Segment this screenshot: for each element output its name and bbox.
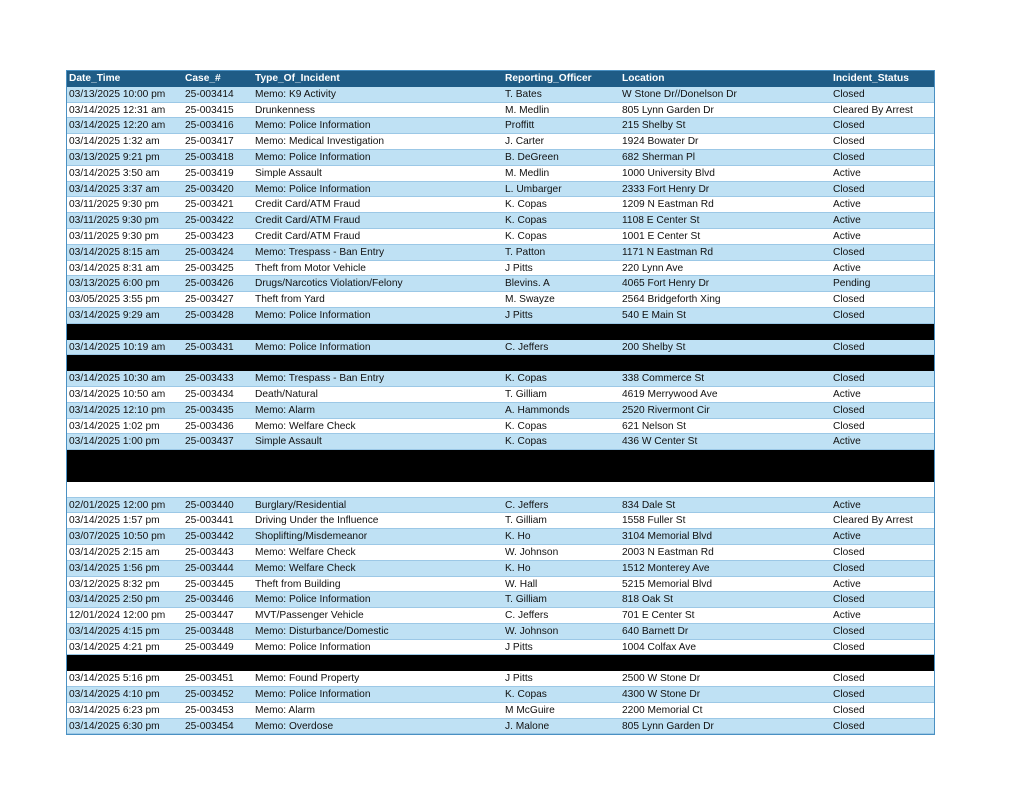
incident-type-cell: Memo: Police Information [255,594,371,606]
reporting-officer-cell: Blevins. A [505,278,550,290]
redacted-row [67,324,934,340]
incident-status-cell: Active [833,436,861,448]
location-cell: 1924 Bowater Dr [622,136,699,148]
date-time-cell: 03/14/2025 9:29 am [69,309,160,321]
case-number-cell: 25-003449 [185,641,234,653]
incident-status-cell: Closed [833,704,865,716]
reporting-officer-cell: K. Copas [505,373,547,385]
incident-type-cell: Burglary/Residential [255,499,347,511]
location-cell: 200 Shelby St [622,341,686,353]
date-time-cell: 03/14/2025 1:02 pm [69,420,160,432]
table-row [67,577,934,593]
date-time-cell: 03/13/2025 9:21 pm [69,151,160,163]
table-row [67,671,934,687]
location-cell: 215 Shelby St [622,120,686,132]
reporting-officer-cell: C. Jeffers [505,610,549,622]
redacted-row [67,355,934,371]
case-number-cell: 25-003416 [185,120,234,132]
incident-status-cell: Closed [833,120,865,132]
incident-type-cell: Theft from Motor Vehicle [255,262,366,274]
location-cell: 1558 Fuller St [622,515,686,527]
date-time-cell: 03/13/2025 6:00 pm [69,278,160,290]
table-row [67,403,934,419]
case-number-cell: 25-003435 [185,404,234,416]
incident-type-cell: Driving Under the Influence [255,515,379,527]
incident-status-cell: Active [833,610,861,622]
location-cell: 5215 Memorial Blvd [622,578,713,590]
location-cell: W Stone Dr//Donelson Dr [622,88,737,100]
incident-type-cell: Death/Natural [255,388,318,400]
incident-type-cell: Memo: Trespass - Ban Entry [255,246,385,258]
date-time-cell: 03/14/2025 4:10 pm [69,689,160,701]
date-time-cell: 03/14/2025 1:57 pm [69,515,160,527]
incident-type-cell: Memo: Welfare Check [255,562,356,574]
incident-status-cell: Active [833,262,861,274]
table-row [67,498,934,514]
reporting-officer-cell: J. Malone [505,720,550,732]
reporting-officer-cell: T. Patton [505,246,546,258]
location-cell: 701 E Center St [622,610,695,622]
table-row [67,118,934,134]
location-cell: 1001 E Center St [622,230,701,242]
table-row [67,213,934,229]
table-row [67,308,934,324]
location-cell: 640 Barnett Dr [622,625,689,637]
location-cell: 1108 E Center St [622,215,700,227]
incident-status-cell: Closed [833,246,865,258]
date-time-cell: 03/14/2025 10:30 am [69,373,166,385]
incident-status-cell: Closed [833,294,865,306]
reporting-officer-cell: M. Medlin [505,104,550,116]
date-time-cell: 03/14/2025 12:20 am [69,120,166,132]
location-cell: 2200 Memorial Ct [622,704,703,716]
date-time-cell: 03/14/2025 12:10 pm [69,404,166,416]
case-number-cell: 25-003453 [185,704,234,716]
table-row [67,87,934,103]
case-number-cell: 25-003445 [185,578,234,590]
incident-status-cell: Active [833,388,861,400]
date-time-cell: 03/11/2025 9:30 pm [69,199,159,211]
reporting-officer-cell: B. DeGreen [505,151,559,163]
reporting-officer-cell: K. Copas [505,199,547,211]
column-header-location: Location [622,73,665,84]
incident-type-cell: Memo: Welfare Check [255,546,356,558]
date-time-cell: 03/14/2025 1:00 pm [69,436,160,448]
reporting-officer-cell: K. Copas [505,230,547,242]
table-row [67,561,934,577]
location-cell: 2500 W Stone Dr [622,673,701,685]
column-header-date-time: Date_Time [69,73,121,84]
incident-status-cell: Closed [833,420,865,432]
reporting-officer-cell: A. Hammonds [505,404,570,416]
reporting-officer-cell: K. Copas [505,436,547,448]
reporting-officer-cell: K. Copas [505,215,547,227]
incident-status-cell: Closed [833,404,865,416]
column-header-case-number: Case_# [185,73,221,84]
incident-status-cell: Closed [833,183,865,195]
reporting-officer-cell: M. Swayze [505,294,555,306]
case-number-cell: 25-003434 [185,388,234,400]
incident-status-cell: Closed [833,673,865,685]
case-number-cell: 25-003422 [185,215,234,227]
date-time-cell: 03/14/2025 4:15 pm [69,625,160,637]
reporting-officer-cell: L. Umbarger [505,183,562,195]
incident-type-cell: Simple Assault [255,436,322,448]
location-cell: 4065 Fort Henry Dr [622,278,710,290]
case-number-cell: 25-003433 [185,373,234,385]
table-row [67,166,934,182]
table-row [67,276,934,292]
incident-status-cell: Active [833,578,861,590]
reporting-officer-cell: T. Gilliam [505,594,547,606]
location-cell: 834 Dale St [622,499,676,511]
date-time-cell: 03/14/2025 8:31 am [69,262,160,274]
incident-status-cell: Closed [833,720,865,732]
reporting-officer-cell: K. Copas [505,689,547,701]
incident-status-cell: Closed [833,341,865,353]
table-row [67,719,934,735]
table-row [67,245,934,261]
case-number-cell: 25-003417 [185,136,234,148]
incident-status-cell: Active [833,215,861,227]
date-time-cell: 03/14/2025 12:31 am [69,104,166,116]
date-time-cell: 03/12/2025 8:32 pm [69,578,160,590]
reporting-officer-cell: K. Ho [505,531,531,543]
case-number-cell: 25-003447 [185,610,234,622]
location-cell: 220 Lynn Ave [622,262,684,274]
location-cell: 540 E Main St [622,309,686,321]
location-cell: 805 Lynn Garden Dr [622,104,714,116]
table-row [67,640,934,656]
case-number-cell: 25-003446 [185,594,234,606]
case-number-cell: 25-003428 [185,309,234,321]
date-time-cell: 03/13/2025 10:00 pm [69,88,166,100]
table-row [67,387,934,403]
date-time-cell: 03/14/2025 10:50 am [69,388,166,400]
table-body [67,87,934,735]
table-row [67,103,934,119]
incident-type-cell: Memo: Police Information [255,341,371,353]
incident-type-cell: Memo: Medical Investigation [255,136,385,148]
date-time-cell: 03/14/2025 10:19 am [69,341,166,353]
reporting-officer-cell: J. Carter [505,136,545,148]
table-row [67,261,934,277]
incident-status-cell: Active [833,499,861,511]
incident-status-cell: Pending [833,278,871,290]
table-row [67,371,934,387]
case-number-cell: 25-003425 [185,262,234,274]
incident-type-cell: Theft from Yard [255,294,325,306]
case-number-cell: 25-003415 [185,104,234,116]
table-row [67,513,934,529]
location-cell: 4619 Merrywood Ave [622,388,718,400]
case-number-cell: 25-003443 [185,546,234,558]
case-number-cell: 25-003451 [185,673,234,685]
table-row [67,592,934,608]
date-time-cell: 03/14/2025 1:56 pm [69,562,160,574]
incident-status-cell: Active [833,531,861,543]
date-time-cell: 02/01/2025 12:00 pm [69,499,166,511]
incident-type-cell: Memo: Welfare Check [255,420,356,432]
table-row [67,608,934,624]
location-cell: 3104 Memorial Blvd [622,531,713,543]
case-number-cell: 25-003442 [185,531,234,543]
incident-type-cell: Memo: K9 Activity [255,88,336,100]
incident-type-cell: Credit Card/ATM Fraud [255,215,361,227]
table-row [67,624,934,640]
incident-status-cell: Cleared By Arrest [833,515,913,527]
table-row [67,687,934,703]
incident-status-cell: Closed [833,689,865,701]
incident-status-cell: Closed [833,373,865,385]
reporting-officer-cell: C. Jeffers [505,499,549,511]
date-time-cell: 03/14/2025 1:32 am [69,136,160,148]
incident-type-cell: Memo: Police Information [255,120,371,132]
reporting-officer-cell: J Pitts [505,309,533,321]
date-time-cell: 03/05/2025 3:55 pm [69,294,160,306]
incident-status-cell: Closed [833,88,865,100]
case-number-cell: 25-003427 [185,294,234,306]
table-row [67,197,934,213]
case-number-cell: 25-003419 [185,167,234,179]
incident-type-cell: Memo: Police Information [255,641,371,653]
table-row [67,292,934,308]
incident-type-cell: Memo: Police Information [255,309,371,321]
incident-type-cell: Credit Card/ATM Fraud [255,199,361,211]
incident-type-cell: MVT/Passenger Vehicle [255,610,364,622]
case-number-cell: 25-003448 [185,625,234,637]
reporting-officer-cell: C. Jeffers [505,341,549,353]
case-number-cell: 25-003423 [185,230,234,242]
incident-status-cell: Closed [833,151,865,163]
case-number-cell: 25-003421 [185,199,234,211]
incident-status-cell: Active [833,167,861,179]
case-number-cell: 25-003414 [185,88,234,100]
location-cell: 436 W Center St [622,436,698,448]
date-time-cell: 03/07/2025 10:50 pm [69,531,166,543]
incident-type-cell: Memo: Disturbance/Domestic [255,625,389,637]
table-header-row [67,71,934,87]
table-row [67,434,934,450]
incident-type-cell: Memo: Police Information [255,151,371,163]
location-cell: 682 Sherman Pl [622,151,696,163]
case-number-cell: 25-003452 [185,689,234,701]
incident-table [66,70,935,735]
case-number-cell: 25-003440 [185,499,234,511]
incident-status-cell: Closed [833,641,865,653]
table-row [67,703,934,719]
location-cell: 621 Nelson St [622,420,686,432]
reporting-officer-cell: Proffitt [505,120,535,132]
date-time-cell: 03/14/2025 5:16 pm [69,673,160,685]
date-time-cell: 03/14/2025 3:50 am [69,167,160,179]
table-row [67,340,934,356]
incident-type-cell: Drugs/Narcotics Violation/Felony [255,278,403,290]
incident-status-cell: Closed [833,136,865,148]
location-cell: 805 Lynn Garden Dr [622,720,714,732]
case-number-cell: 25-003436 [185,420,234,432]
case-number-cell: 25-003418 [185,151,234,163]
incident-status-cell: Cleared By Arrest [833,104,913,116]
column-header-reporting-officer: Reporting_Officer [505,73,592,84]
table-row [67,419,934,435]
incident-type-cell: Simple Assault [255,167,322,179]
table-row [67,545,934,561]
incident-type-cell: Shoplifting/Misdemeanor [255,531,368,543]
incident-status-cell: Closed [833,594,865,606]
date-time-cell: 03/14/2025 2:50 pm [69,594,160,606]
date-time-cell: 03/14/2025 6:30 pm [69,720,160,732]
table-row [67,182,934,198]
case-number-cell: 25-003444 [185,562,234,574]
incident-type-cell: Memo: Police Information [255,183,371,195]
incident-type-cell: Theft from Building [255,578,341,590]
location-cell: 1000 University Blvd [622,167,715,179]
case-number-cell: 25-003454 [185,720,234,732]
case-number-cell: 25-003431 [185,341,234,353]
incident-type-cell: Memo: Police Information [255,689,371,701]
incident-status-cell: Active [833,230,861,242]
location-cell: 2333 Fort Henry Dr [622,183,710,195]
case-number-cell: 25-003441 [185,515,234,527]
location-cell: 338 Commerce St [622,373,705,385]
reporting-officer-cell: M. Medlin [505,167,550,179]
reporting-officer-cell: J Pitts [505,673,533,685]
date-time-cell: 03/11/2025 9:30 pm [69,230,159,242]
incident-status-cell: Active [833,199,861,211]
location-cell: 1512 Monterey Ave [622,562,710,574]
table-row [67,529,934,545]
incident-type-cell: Memo: Found Property [255,673,360,685]
redacted-row [67,655,934,671]
incident-type-cell: Memo: Alarm [255,704,316,716]
column-header-type-of-incident: Type_Of_Incident [255,73,340,84]
incident-type-cell: Drunkenness [255,104,316,116]
case-number-cell: 25-003420 [185,183,234,195]
date-time-cell: 03/14/2025 2:15 am [69,546,160,558]
reporting-officer-cell: T. Gilliam [505,515,547,527]
reporting-officer-cell: J Pitts [505,262,533,274]
incident-status-cell: Closed [833,562,865,574]
location-cell: 1171 N Eastman Rd [622,246,713,258]
incident-status-cell: Closed [833,546,865,558]
table-row [67,134,934,150]
reporting-officer-cell: W. Johnson [505,546,559,558]
case-number-cell: 25-003424 [185,246,234,258]
incident-type-cell: Memo: Overdose [255,720,334,732]
incident-status-cell: Closed [833,625,865,637]
reporting-officer-cell: K. Ho [505,562,531,574]
date-time-cell: 03/14/2025 3:37 am [69,183,160,195]
reporting-officer-cell: W. Hall [505,578,538,590]
incident-type-cell: Credit Card/ATM Fraud [255,230,361,242]
redacted-row [67,466,934,482]
redacted-row [67,450,934,466]
reporting-officer-cell: J Pitts [505,641,533,653]
incident-type-cell: Memo: Alarm [255,404,316,416]
reporting-officer-cell: M McGuire [505,704,555,716]
incident-status-cell: Closed [833,309,865,321]
location-cell: 1209 N Eastman Rd [622,199,714,211]
location-cell: 2003 N Eastman Rd [622,546,714,558]
empty-row [67,482,934,498]
location-cell: 2564 Bridgeforth Xing [622,294,721,306]
case-number-cell: 25-003426 [185,278,234,290]
reporting-officer-cell: T. Gilliam [505,388,547,400]
reporting-officer-cell: T. Bates [505,88,542,100]
table-row [67,150,934,166]
location-cell: 4300 W Stone Dr [622,689,701,701]
column-header-incident-status: Incident_Status [833,73,909,84]
table-row [67,229,934,245]
reporting-officer-cell: K. Copas [505,420,547,432]
date-time-cell: 12/01/2024 12:00 pm [69,610,166,622]
location-cell: 2520 Rivermont Cir [622,404,710,416]
date-time-cell: 03/14/2025 4:21 pm [69,641,160,653]
date-time-cell: 03/11/2025 9:30 pm [69,215,159,227]
location-cell: 1004 Colfax Ave [622,641,697,653]
date-time-cell: 03/14/2025 6:23 pm [69,704,160,716]
incident-type-cell: Memo: Trespass - Ban Entry [255,373,385,385]
date-time-cell: 03/14/2025 8:15 am [69,246,160,258]
case-number-cell: 25-003437 [185,436,234,448]
location-cell: 818 Oak St [622,594,673,606]
reporting-officer-cell: W. Johnson [505,625,559,637]
